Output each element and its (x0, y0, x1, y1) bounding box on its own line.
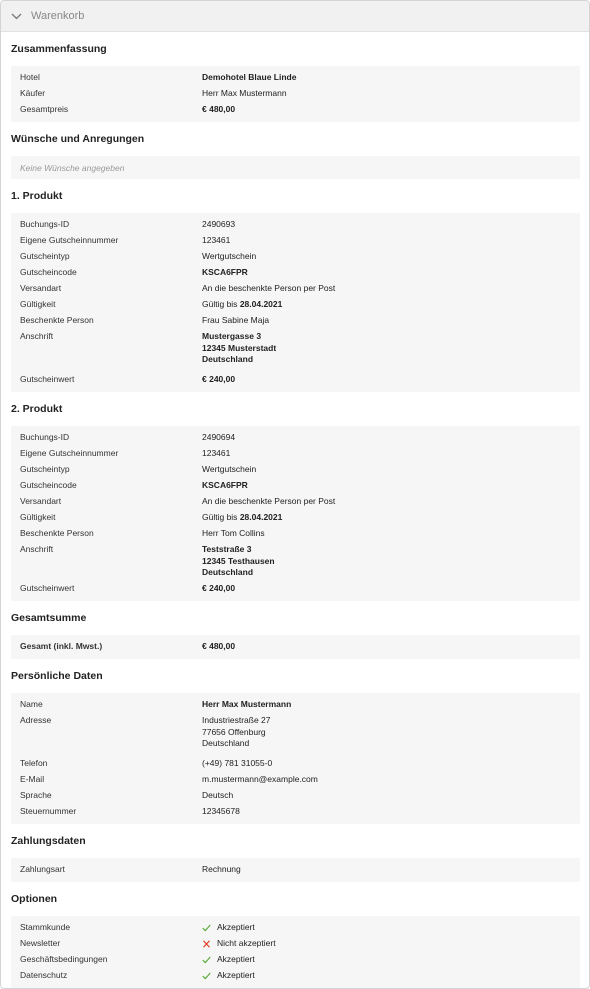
address-line: 12345 Testhausen (202, 555, 275, 566)
product-1-block (11, 213, 580, 392)
voucher-type-value: Wertgutschein (202, 464, 257, 474)
validity-value (202, 299, 580, 311)
recipient-label: Beschenkte Person (20, 528, 94, 538)
address-line: 77656 Offenburg (202, 726, 266, 737)
phone-value: (+49) 781 31055-0 (202, 758, 273, 768)
email-label: E-Mail (20, 774, 45, 784)
shipping-value: An die beschenkte Person per Post (202, 283, 336, 293)
validity-value (202, 512, 580, 524)
option-label: Stammkunde (20, 922, 71, 932)
booking-id-link[interactable]: 2490693 (202, 219, 236, 229)
validity-prefix: Gültig bis (202, 299, 238, 309)
validity-label: Gültigkeit (20, 299, 56, 309)
payment-block (11, 858, 580, 882)
summary-block (11, 66, 580, 122)
own-voucher-number-value: 123461 (202, 235, 231, 245)
address-line: Teststraße 3 (202, 544, 252, 554)
voucher-value-amount: € 240,00 (202, 374, 236, 384)
option-status (202, 922, 580, 934)
section-title-total: Gesamtsumme (11, 612, 87, 624)
total-price-value: € 480,00 (202, 104, 236, 114)
grand-total-label: Gesamt (inkl. Mwst.) (20, 641, 103, 651)
option-status-text: Akzeptiert (217, 922, 255, 932)
recipient-value: Frau Sabine Maja (202, 315, 270, 325)
address-label: Adresse (20, 715, 52, 725)
email-link[interactable]: m.mustermann@example.com (202, 774, 318, 784)
payment-method-label: Zahlungsart (20, 864, 65, 874)
option-status (202, 954, 580, 966)
address-line: Deutschland (202, 354, 254, 364)
option-status-text: Akzeptiert (217, 954, 255, 964)
buyer-link[interactable]: Herr Max Mustermann (202, 88, 287, 98)
hotel-label: Hotel (20, 72, 40, 82)
address-value (202, 715, 580, 750)
wishes-empty-text: Keine Wünsche angegeben (20, 163, 125, 173)
voucher-code-label: Gutscheincode (20, 480, 77, 490)
buyer-label: Käufer (20, 88, 46, 98)
validity-prefix: Gültig bis (202, 512, 238, 522)
tax-number-value: 12345678 (202, 806, 240, 816)
tax-number-label: Steuernummer (20, 806, 77, 816)
shipping-value: An die beschenkte Person per Post (202, 496, 336, 506)
cart-header[interactable] (1, 1, 589, 32)
address-label: Anschrift (20, 331, 54, 341)
section-title-options: Optionen (11, 893, 58, 905)
wishes-block (11, 156, 580, 179)
cross-icon (202, 940, 217, 948)
validity-date: 28.04.2021 (239, 512, 283, 522)
product-2-block (11, 426, 580, 601)
cart-title: Warenkorb (31, 10, 85, 22)
own-voucher-number-value: 123461 (202, 448, 231, 458)
voucher-code-value: KSCA6FPR (202, 267, 248, 277)
voucher-type-value: Wertgutschein (202, 251, 257, 261)
language-label: Sprache (20, 790, 52, 800)
personal-block (11, 693, 580, 824)
section-title-payment: Zahlungsdaten (11, 835, 86, 847)
voucher-value-amount: € 240,00 (202, 583, 236, 593)
option-status-text: Nicht akzeptiert (217, 938, 276, 948)
options-block (11, 916, 580, 988)
shipping-label: Versandart (20, 283, 62, 293)
option-status-text: Akzeptiert (217, 970, 255, 980)
address-line: Deutschland (202, 567, 254, 577)
address-value (202, 544, 580, 579)
option-status (202, 938, 580, 950)
grand-total-value: € 480,00 (202, 641, 236, 651)
voucher-value-label: Gutscheinwert (20, 583, 75, 593)
address-line: Industriestraße 27 (202, 715, 271, 725)
voucher-type-label: Gutscheintyp (20, 464, 70, 474)
cart-content (1, 32, 589, 988)
language-value: Deutsch (202, 790, 234, 800)
name-value: Herr Max Mustermann (202, 699, 292, 709)
booking-id-label: Buchungs-ID (20, 219, 70, 229)
address-label: Anschrift (20, 544, 54, 554)
phone-label: Telefon (20, 758, 48, 768)
address-line: 12345 Musterstadt (202, 342, 277, 353)
check-icon (202, 956, 217, 964)
section-title-personal: Persönliche Daten (11, 670, 103, 682)
check-icon (202, 972, 217, 980)
voucher-type-label: Gutscheintyp (20, 251, 70, 261)
payment-method-value: Rechnung (202, 864, 241, 874)
option-label: Geschäftsbedingungen (20, 954, 108, 964)
check-icon (202, 924, 217, 932)
validity-label: Gültigkeit (20, 512, 56, 522)
voucher-code-label: Gutscheincode (20, 267, 77, 277)
name-label: Name (20, 699, 43, 709)
own-voucher-number-label: Eigene Gutscheinnummer (20, 235, 119, 245)
address-line: Mustergasse 3 (202, 331, 262, 341)
booking-id-link[interactable]: 2490694 (202, 432, 236, 442)
section-title-product-2: 2. Produkt (11, 403, 63, 415)
voucher-code-value: KSCA6FPR (202, 480, 248, 490)
hotel-value: Demohotel Blaue Linde (202, 72, 297, 82)
validity-date: 28.04.2021 (239, 299, 283, 309)
section-title-summary: Zusammenfassung (11, 43, 107, 55)
recipient-value: Herr Tom Collins (202, 528, 265, 538)
address-value (202, 331, 580, 366)
total-block (11, 635, 580, 659)
option-label: Datenschutz (20, 970, 68, 980)
chevron-down-icon[interactable] (1, 1, 31, 31)
address-line: Deutschland (202, 738, 250, 748)
option-label: Newsletter (20, 938, 61, 948)
option-status (202, 970, 580, 982)
recipient-label: Beschenkte Person (20, 315, 94, 325)
voucher-value-label: Gutscheinwert (20, 374, 75, 384)
shipping-label: Versandart (20, 496, 62, 506)
total-price-label: Gesamtpreis (20, 104, 69, 114)
section-title-product-1: 1. Produkt (11, 190, 63, 202)
booking-id-label: Buchungs-ID (20, 432, 70, 442)
section-title-wishes: Wünsche und Anregungen (11, 133, 145, 145)
own-voucher-number-label: Eigene Gutscheinnummer (20, 448, 119, 458)
